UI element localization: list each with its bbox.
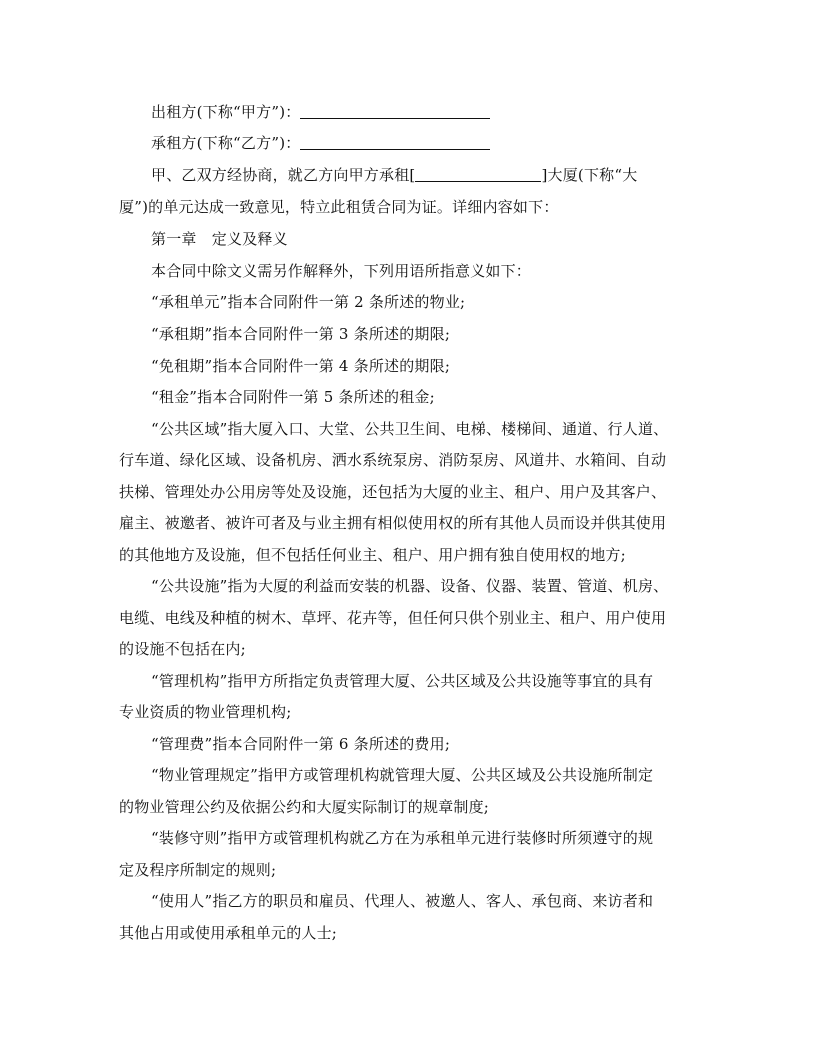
def-public-facility-line-1: “公共设施”指为大厦的利益而安装的机器、设备、仪器、装置、管道、机房、	[151, 577, 669, 595]
def-management-body-line-1: “管理机构”指甲方所指定负责管理大厦、公共区域及公共设施等事宜的具有	[151, 672, 654, 690]
lessor-label: 出租方(下称“甲方”)：	[151, 103, 301, 121]
chapter-title: 第一章 定义及释义	[151, 230, 288, 248]
lessor-name-blank[interactable]	[300, 104, 490, 119]
building-name-blank[interactable]	[415, 167, 541, 182]
def-management-body-line-2: 专业资质的物业管理机构;	[119, 703, 292, 721]
lessee-name-blank[interactable]	[300, 135, 490, 150]
def-rent-free: “免租期”指本合同附件一第 4 条所述的期限;	[151, 357, 451, 375]
intro-prefix: 甲、乙双方经协商，就乙方向甲方承租[	[151, 166, 416, 184]
def-lease-term: “承租期”指本合同附件一第 3 条所述的期限;	[151, 325, 451, 343]
def-public-area-line-5: 的其他地方及设施，但不包括任何业主、租户、用户拥有独自使用权的地方;	[119, 546, 626, 564]
def-public-facility-line-2: 电缆、电线及种植的树木、草坪、花卉等，但任何只供个别业主、租户、用户使用	[119, 609, 667, 627]
def-user-line-2: 其他占用或使用承租单元的人士;	[119, 924, 338, 942]
def-user-line-1: “使用人”指乙方的职员和雇员、代理人、被邀人、客人、承包商、来访者和	[151, 892, 654, 910]
definitions-intro: 本合同中除文义需另作解释外，下列用语所指意义如下：	[151, 262, 532, 280]
lessee-line	[151, 133, 731, 153]
def-public-facility-line-3: 的设施不包括在内;	[119, 640, 246, 658]
def-public-area-line-3: 扶梯、管理处办公用房等处及设施，还包括为大厦的业主、租户、用户及其客户、	[119, 483, 667, 501]
lessor-line	[151, 102, 731, 122]
def-decoration-rules-line-2: 定及程序所制定的规则;	[119, 861, 277, 879]
def-decoration-rules-line-1: “装修守则”指甲方或管理机构就乙方在为承租单元进行装修时所须遵守的规	[151, 829, 654, 847]
def-public-area-line-4: 雇主、被邀者、被许可者及与业主拥有相似使用权的所有其他人员而设并供其使用	[119, 514, 667, 532]
def-management-rules-line-2: 的物业管理公约及依据公约和大厦实际制订的规章制度;	[119, 798, 490, 816]
def-leased-unit: “承租单元”指本合同附件一第 2 条所述的物业;	[151, 293, 466, 311]
intro-line-1	[151, 165, 731, 185]
def-rent: “租金”指本合同附件一第 5 条所述的租金;	[151, 388, 435, 406]
lessee-label: 承租方(下称“乙方”)：	[151, 134, 301, 152]
intro-line-2: 厦”)的单元达成一致意见，特立此租赁合同为证。详细内容如下：	[119, 198, 559, 216]
def-public-area-line-2: 行车道、绿化区域、设备机房、洒水系统泵房、消防泵房、风道井、水箱间、自动	[119, 451, 667, 469]
def-management-rules-line-1: “物业管理规定”指甲方或管理机构就管理大厦、公共区域及公共设施所制定	[151, 766, 654, 784]
def-management-fee: “管理费”指本合同附件一第 6 条所述的费用;	[151, 735, 451, 753]
intro-suffix: ]大厦(下称“大	[541, 166, 638, 184]
def-public-area-line-1: “公共区域”指大厦入口、大堂、公共卫生间、电梯、楼梯间、通道、行人道、	[151, 420, 669, 438]
